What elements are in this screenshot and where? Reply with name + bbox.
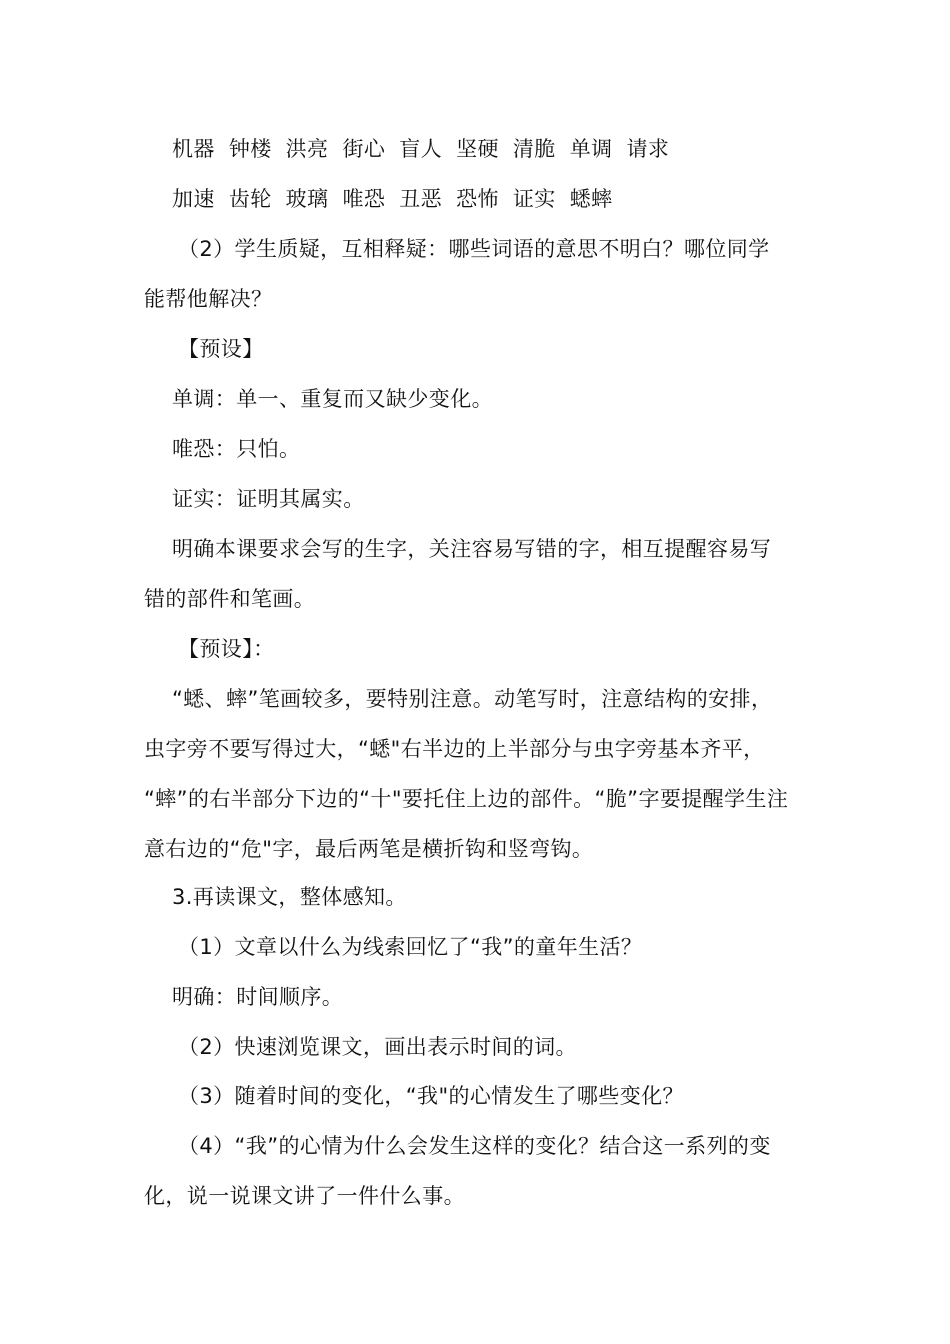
vocab-row-1 [172,134,842,164]
question-4-line-2: 化，说一说课文讲了一件什么事。 [144,1184,465,1208]
answer-1: 明确：时间顺序。 [172,985,344,1009]
definition-dandiao: 单调：单一、重复而又缺少变化。 [172,387,493,411]
stroke-para-line-4: 意右边的“危"字，最后两笔是横折钩和竖弯钩。 [144,837,594,861]
vocab-word: 清脆 [512,137,556,161]
writing-para-line-1: 明确本课要求会写的生字，关注容易写错的字，相互提醒容易写 [172,537,772,561]
vocab-word: 单调 [569,137,613,161]
vocab-word: 齿轮 [228,187,272,211]
stroke-para-line-2: 虫字旁不要写得过大，“蟋"右半边的上半部分与虫字旁基本齐平， [144,737,765,761]
definition-zhengshi: 证实：证明其属实。 [172,487,365,511]
vocab-word: 坚硬 [456,137,499,161]
definition-weikong: 唯恐：只怕。 [172,437,301,461]
vocab-word: 恐怖 [456,187,499,211]
vocab-word: 蟋蟀 [569,187,613,211]
vocab-word: 机器 [172,137,215,161]
vocab-word: 玻璃 [285,187,329,211]
question-3: （3）随着时间的变化，“我"的心情发生了哪些变化？ [178,1084,684,1108]
vocab-word: 证实 [512,187,556,211]
section-3-heading: 3.再读课文，整体感知。 [172,885,407,909]
vocab-word: 街心 [342,137,386,161]
preset-heading-2: 【预设】： [178,637,275,661]
vocab-word: 请求 [626,137,670,161]
stroke-para-line-3: “蟀”的右半部分下边的“十"要托住上边的部件。“脆”字要提醒学生注 [144,787,789,811]
vocab-word: 唯恐 [342,187,386,211]
stroke-para-line-1: “蟋、蟀”笔画较多，要特别注意。动笔写时，注意结构的安排， [172,687,773,711]
vocab-word: 钟楼 [228,137,272,161]
question-2: （2）快速浏览课文，画出表示时间的词。 [178,1035,577,1059]
question-1: （1）文章以什么为线索回忆了“我”的童年生活？ [178,935,643,959]
writing-para-line-2: 错的部件和笔画。 [144,587,316,611]
question-4-line-1: （4）“我”的心情为什么会发生这样的变化？结合这一系列的变 [178,1134,771,1158]
preset-heading-1: 【预设】 [178,337,264,361]
vocab-row-2 [172,184,842,214]
vocab-word: 盲人 [399,137,443,161]
vocab-word: 加速 [172,187,215,211]
vocab-word: 丑恶 [399,187,443,211]
vocab-word: 洪亮 [285,137,329,161]
question-2-line-1: （2）学生质疑，互相释疑：哪些词语的意思不明白？哪位同学 [178,237,770,261]
question-2-line-2: 能帮他解决？ [144,287,273,311]
